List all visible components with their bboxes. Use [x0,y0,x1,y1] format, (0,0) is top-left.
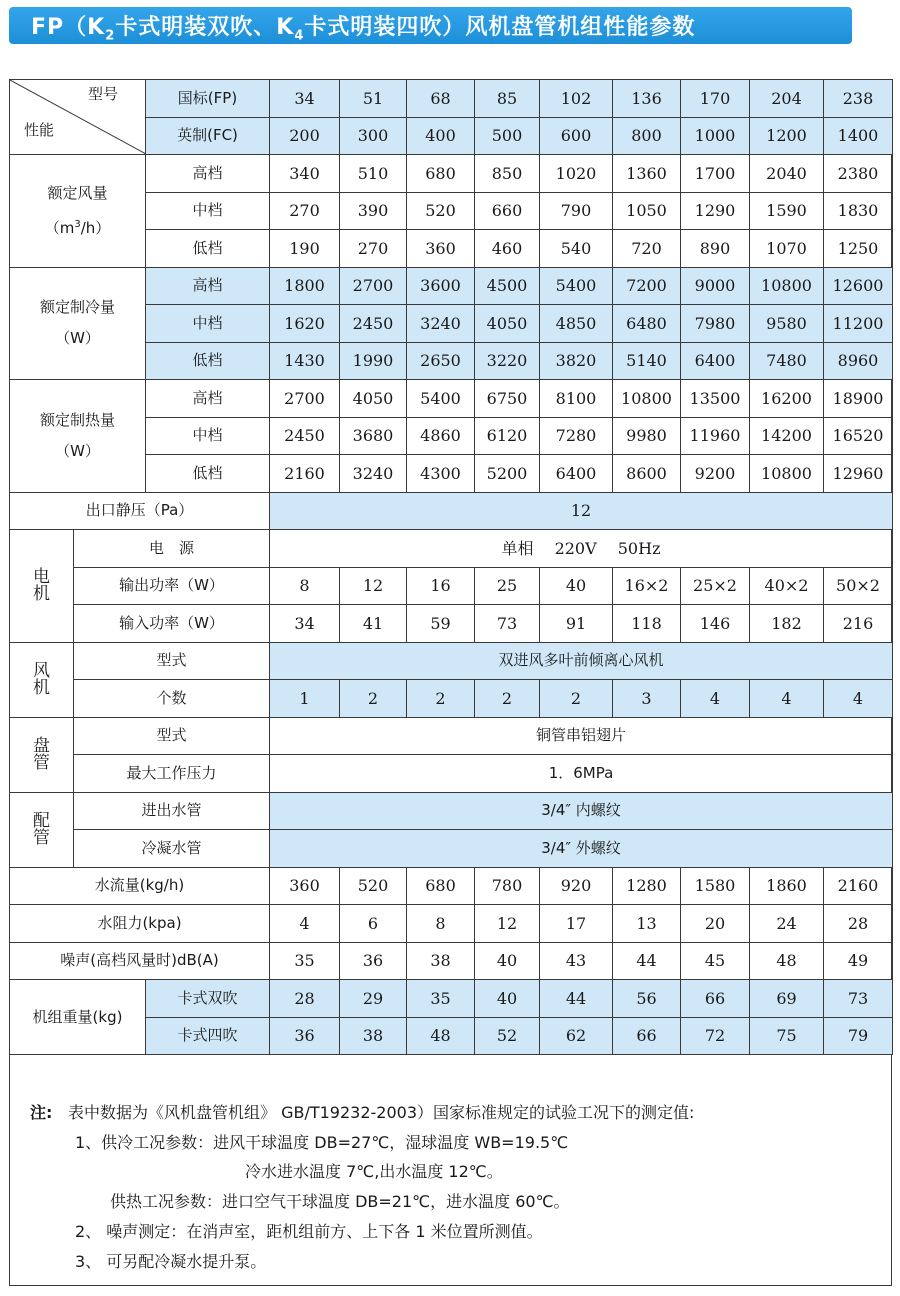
value-cell: 340 [270,155,340,193]
value-cell: 1700 [681,155,750,193]
value-cell: 4 [750,680,824,718]
value-cell: 4860 [407,417,475,455]
value-cell: 45 [681,942,750,980]
value-cell: 6750 [475,380,540,418]
value-cell: 50×2 [824,567,893,605]
value-cell: 16 [407,567,475,605]
noise-row [10,942,893,980]
notes-line: 表中数据为《风机盘管机组》 GB/T19232-2003）国家标准规定的试验工况下的测定值: [68,1103,695,1122]
value-cell: 460 [475,230,540,268]
level-label: 低档 [146,455,270,493]
level-label: 高档 [146,155,270,193]
static-pressure-row [10,492,893,530]
coil-group-char: 盘 [33,735,50,756]
value-cell: 59 [407,605,475,643]
value-cell: 118 [613,605,681,643]
fc-value: 800 [613,117,681,155]
value-cell: 1590 [750,192,824,230]
gb-label: 国标(FP) [146,80,270,118]
title-prefix: FP（K [31,15,106,40]
value-cell: 1050 [613,192,681,230]
water-resistance-label: 水阻力(kpa) [10,905,270,943]
fc-value: 1000 [681,117,750,155]
value-cell: 12600 [824,267,893,305]
value-cell: 73 [475,605,540,643]
fan-type-value: 双进风多叶前倾离心风机 [270,642,893,680]
value-cell: 12 [340,567,407,605]
gb-value: 51 [340,80,407,118]
piping-group-label [10,792,74,867]
heating-capacity-unit: （W） [55,441,100,460]
weight-row [10,980,893,1018]
value-cell: 66 [681,980,750,1018]
value-cell: 2380 [824,155,893,193]
value-cell: 3820 [540,342,613,380]
model-label: 型号 [88,85,119,103]
input-power-label: 输入功率（W） [74,605,270,643]
value-cell: 62 [540,1017,613,1055]
value-cell: 38 [340,1017,407,1055]
value-cell: 91 [540,605,613,643]
static-pressure-value: 12 [270,492,893,530]
fan-count-label: 个数 [74,680,270,718]
value-cell: 2650 [407,342,475,380]
fc-value: 600 [540,117,613,155]
value-cell: 10800 [613,380,681,418]
notes-line: 1、供冷工况参数：进风干球温度 DB=27℃，湿球温度 WB=19.5℃ [75,1133,569,1152]
water-flow-row [10,867,893,905]
value-cell: 270 [340,230,407,268]
cooling-capacity-row [10,267,893,305]
value-cell: 28 [270,980,340,1018]
value-cell: 28 [824,905,893,943]
value-cell: 10800 [750,455,824,493]
title-sub-4: 4 [294,28,305,44]
value-cell: 520 [407,192,475,230]
value-cell: 1290 [681,192,750,230]
title-banner [9,7,852,44]
value-cell: 4300 [407,455,475,493]
motor-group-label [10,530,74,643]
value-cell: 66 [613,1017,681,1055]
piping-water-pipe-label: 进出水管 [74,792,270,830]
value-cell: 360 [270,867,340,905]
value-cell: 35 [270,942,340,980]
value-cell: 4500 [475,267,540,305]
unit-superscript: 3 [74,218,81,230]
level-label: 中档 [146,305,270,343]
value-cell: 48 [750,942,824,980]
air-volume-row [10,155,893,193]
value-cell: 2700 [270,380,340,418]
coil-type-value: 铜管串铝翅片 [270,717,893,755]
gb-value: 34 [270,80,340,118]
value-cell: 1070 [750,230,824,268]
spec-table [9,79,893,1055]
coil-type-label: 型式 [74,717,270,755]
value-cell: 146 [681,605,750,643]
value-cell: 6400 [540,455,613,493]
value-cell: 680 [407,155,475,193]
value-cell: 6400 [681,342,750,380]
fan-row [10,680,893,718]
value-cell: 40 [475,942,540,980]
weight-label: 机组重量(kg) [10,980,146,1055]
value-cell: 13 [613,905,681,943]
piping-row [10,830,893,868]
value-cell: 5200 [475,455,540,493]
header-row-gb [10,80,893,118]
notes-line: 冷水进水温度 7℃,出水温度 12℃。 [245,1162,503,1181]
value-cell: 720 [613,230,681,268]
fc-value: 1400 [824,117,893,155]
value-cell: 3600 [407,267,475,305]
value-cell: 780 [475,867,540,905]
fc-value: 500 [475,117,540,155]
piping-condensate-pipe-value: 3/4″ 外螺纹 [270,830,893,868]
value-cell: 25×2 [681,567,750,605]
value-cell: 41 [340,605,407,643]
title-sub-2: 2 [105,28,116,44]
value-cell: 850 [475,155,540,193]
value-cell: 20 [681,905,750,943]
value-cell: 1580 [681,867,750,905]
notes-heading: 注: [30,1103,53,1122]
gb-value: 204 [750,80,824,118]
gb-value: 170 [681,80,750,118]
power-supply-value: 单相 220V 50Hz [270,530,893,568]
value-cell: 35 [407,980,475,1018]
value-cell: 6120 [475,417,540,455]
value-cell: 4050 [340,380,407,418]
value-cell: 1430 [270,342,340,380]
heating-capacity-label [10,380,146,493]
gb-value: 102 [540,80,613,118]
value-cell: 4 [824,680,893,718]
value-cell: 73 [824,980,893,1018]
static-pressure-label: 出口静压（Pa） [10,492,270,530]
value-cell: 890 [681,230,750,268]
value-cell: 2160 [824,867,893,905]
value-cell: 2 [540,680,613,718]
notes-line: 2、 噪声测定：在消声室，距机组前方、上下各 1 米位置所测值。 [75,1222,543,1241]
value-cell: 8960 [824,342,893,380]
coil-row [10,717,893,755]
gb-value: 238 [824,80,893,118]
air-volume-label [10,155,146,268]
value-cell: 7200 [613,267,681,305]
value-cell: 36 [270,1017,340,1055]
value-cell: 520 [340,867,407,905]
value-cell: 12 [475,905,540,943]
value-cell: 1830 [824,192,893,230]
value-cell: 790 [540,192,613,230]
value-cell: 3 [613,680,681,718]
value-cell: 1800 [270,267,340,305]
value-cell: 52 [475,1017,540,1055]
value-cell: 36 [340,942,407,980]
value-cell: 16200 [750,380,824,418]
value-cell: 216 [824,605,893,643]
value-cell: 13500 [681,380,750,418]
value-cell: 40 [475,980,540,1018]
gb-value: 68 [407,80,475,118]
piping-group-char: 管 [33,827,50,848]
coil-max-pressure-label: 最大工作压力 [74,755,270,793]
value-cell: 34 [270,605,340,643]
fc-value: 400 [407,117,475,155]
value-cell: 29 [340,980,407,1018]
value-cell: 3680 [340,417,407,455]
water-flow-label: 水流量(kg/h) [10,867,270,905]
value-cell: 40×2 [750,567,824,605]
value-cell: 16×2 [613,567,681,605]
value-cell: 5400 [540,267,613,305]
coil-max-pressure-value: 1．6MPa [270,755,893,793]
value-cell: 25 [475,567,540,605]
value-cell: 7980 [681,305,750,343]
piping-row [10,792,893,830]
value-cell: 1280 [613,867,681,905]
motor-power-supply-row [10,530,893,568]
performance-label: 性能 [24,121,55,139]
value-cell: 8100 [540,380,613,418]
motor-group-char: 电 [33,566,50,587]
value-cell: 48 [407,1017,475,1055]
value-cell: 4 [681,680,750,718]
motor-output-row [10,567,893,605]
title-suffix: 卡式明装四吹）风机盘管机组性能参数 [304,15,696,40]
unit-pre: （m [44,218,75,237]
coil-row [10,755,893,793]
fan-group-char: 风 [33,660,50,681]
value-cell: 4 [270,905,340,943]
value-cell: 9580 [750,305,824,343]
value-cell: 390 [340,192,407,230]
value-cell: 920 [540,867,613,905]
cooling-capacity-label [10,267,146,380]
motor-input-row [10,605,893,643]
heating-capacity-title: 额定制热量 [39,410,115,429]
heating-capacity-row [10,380,893,418]
output-power-label: 输出功率（W） [74,567,270,605]
value-cell: 190 [270,230,340,268]
value-cell: 9200 [681,455,750,493]
value-cell: 3240 [407,305,475,343]
noise-label: 噪声(高档风量时)dB(A) [10,942,270,980]
value-cell: 182 [750,605,824,643]
value-cell: 1990 [340,342,407,380]
fan-group-label [10,642,74,717]
fc-value: 1200 [750,117,824,155]
value-cell: 8600 [613,455,681,493]
air-volume-title: 额定风量 [47,183,108,202]
cooling-capacity-unit: （W） [55,329,100,348]
level-label: 低档 [146,342,270,380]
value-cell: 2 [340,680,407,718]
value-cell: 69 [750,980,824,1018]
fc-label: 英制(FC) [146,117,270,155]
value-cell: 44 [613,942,681,980]
header-diagonal-cell [10,80,146,155]
value-cell: 38 [407,942,475,980]
value-cell: 14200 [750,417,824,455]
value-cell: 540 [540,230,613,268]
value-cell: 8 [270,567,340,605]
value-cell: 6 [340,905,407,943]
power-supply-label: 电 源 [74,530,270,568]
header-diagonal-line [10,80,146,154]
value-cell: 2040 [750,155,824,193]
value-cell: 10800 [750,267,824,305]
level-label: 中档 [146,192,270,230]
value-cell: 1 [270,680,340,718]
value-cell: 5140 [613,342,681,380]
value-cell: 3240 [340,455,407,493]
weight-type-label: 卡式双吹 [146,980,270,1018]
value-cell: 660 [475,192,540,230]
value-cell: 8 [407,905,475,943]
fan-type-label: 型式 [74,642,270,680]
notes-line: 3、 可另配冷凝水提升泵。 [75,1252,267,1271]
value-cell: 7480 [750,342,824,380]
value-cell: 16520 [824,417,893,455]
notes-line: 供热工况参数：进口空气干球温度 DB=21℃，进水温度 60℃。 [110,1192,570,1211]
value-cell: 40 [540,567,613,605]
value-cell: 56 [613,980,681,1018]
title-middle: 卡式明装双吹、K [115,15,295,40]
value-cell: 360 [407,230,475,268]
value-cell: 12960 [824,455,893,493]
value-cell: 44 [540,980,613,1018]
fan-row [10,642,893,680]
air-volume-unit [10,216,145,237]
value-cell: 75 [750,1017,824,1055]
value-cell: 2 [407,680,475,718]
value-cell: 9980 [613,417,681,455]
fan-group-char: 机 [33,677,50,698]
value-cell: 7280 [540,417,613,455]
value-cell: 11200 [824,305,893,343]
fc-value: 200 [270,117,340,155]
coil-group-char: 管 [33,752,50,773]
value-cell: 9000 [681,267,750,305]
value-cell: 24 [750,905,824,943]
value-cell: 4050 [475,305,540,343]
value-cell: 1860 [750,867,824,905]
value-cell: 49 [824,942,893,980]
value-cell: 79 [824,1017,893,1055]
value-cell: 2160 [270,455,340,493]
value-cell: 6480 [613,305,681,343]
level-label: 高档 [146,380,270,418]
weight-type-label: 卡式四吹 [146,1017,270,1055]
page-title [31,10,695,43]
value-cell: 72 [681,1017,750,1055]
value-cell: 1020 [540,155,613,193]
value-cell: 17 [540,905,613,943]
cooling-capacity-title: 额定制冷量 [39,298,115,317]
gb-value: 85 [475,80,540,118]
value-cell: 3220 [475,342,540,380]
piping-condensate-pipe-label: 冷凝水管 [74,830,270,868]
value-cell: 680 [407,867,475,905]
value-cell: 2450 [270,417,340,455]
level-label: 高档 [146,267,270,305]
piping-water-pipe-value: 3/4″ 内螺纹 [270,792,893,830]
gb-value: 136 [613,80,681,118]
value-cell: 2450 [340,305,407,343]
value-cell: 18900 [824,380,893,418]
value-cell: 4850 [540,305,613,343]
level-label: 中档 [146,417,270,455]
value-cell: 1360 [613,155,681,193]
value-cell: 510 [340,155,407,193]
motor-group-char: 机 [33,583,50,604]
piping-group-char: 配 [33,810,50,831]
fc-value: 300 [340,117,407,155]
value-cell: 1250 [824,230,893,268]
water-resistance-row [10,905,893,943]
coil-group-label [10,717,74,792]
value-cell: 2 [475,680,540,718]
value-cell: 43 [540,942,613,980]
value-cell: 1620 [270,305,340,343]
value-cell: 2700 [340,267,407,305]
value-cell: 270 [270,192,340,230]
value-cell: 5400 [407,380,475,418]
unit-post: /h） [80,218,111,237]
level-label: 低档 [146,230,270,268]
value-cell: 11960 [681,417,750,455]
